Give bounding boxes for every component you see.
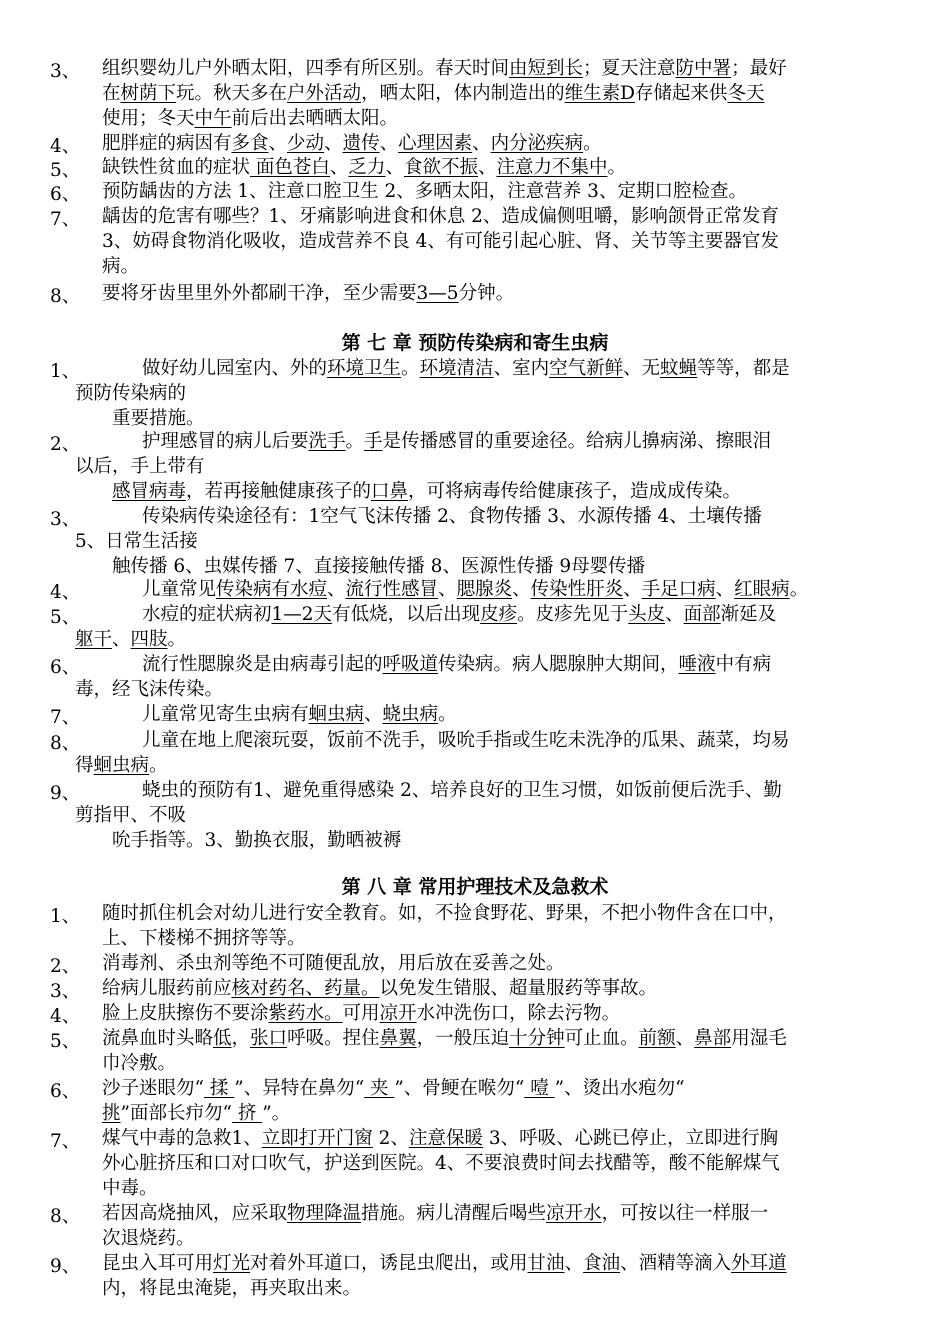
underlined-answer: 洗手 <box>308 431 346 452</box>
underlined-answer: 蛔虫病 <box>93 755 150 776</box>
text-segment: 。 <box>149 755 168 776</box>
text-line <box>102 282 514 306</box>
text-segment: 是传播感冒的重要途径。给病儿擤病涕、擦眼泪 <box>382 431 772 452</box>
text-segment: 。 <box>167 629 187 650</box>
text-segment: ”面部长疖勿“ <box>120 1103 232 1124</box>
underlined-answer: 噎 <box>524 1078 555 1099</box>
item-number: 5、 <box>50 1031 81 1052</box>
text-segment: 对着外耳道口，诱昆虫爬出，或用 <box>250 1253 528 1274</box>
text-segment: 在 <box>102 83 121 104</box>
text-segment: 儿童常见 <box>142 579 217 600</box>
text-segment: 渐延及 <box>720 604 777 625</box>
underlined-answer: 冬天 <box>727 83 765 104</box>
item-number: 8、 <box>50 733 81 754</box>
text-segment: ”。 <box>262 1103 291 1124</box>
text-segment: 、 <box>564 1253 584 1274</box>
item-number: 3、 <box>50 981 81 1002</box>
underlined-answer: 注意保暖 <box>408 1128 483 1149</box>
text-segment: 蛲虫的预防有1、避免重得感染 2、培养良好的卫生习惯，如饭前便后洗手、勤 <box>142 780 782 801</box>
text-segment: ，可按以往一样服一 <box>601 1203 769 1224</box>
underlined-answer: 面部 <box>683 604 721 625</box>
text-segment: 、 <box>379 133 399 154</box>
underlined-answer: 凉开 <box>379 1003 417 1024</box>
text-segment: 5、日常生活接 <box>75 531 198 552</box>
text-line <box>102 1177 158 1201</box>
text-segment: 。 <box>607 157 627 178</box>
text-line <box>102 1102 290 1126</box>
text-segment: 若因高烧抽风，应采取 <box>102 1203 288 1224</box>
text-segment: 、 <box>329 157 349 178</box>
item-number: 6、 <box>50 1081 81 1102</box>
text-segment: 。 <box>438 704 457 725</box>
item-number: 1、 <box>50 361 81 382</box>
text-segment: 重要措施。 <box>112 408 205 429</box>
text-line <box>112 480 741 504</box>
text-line <box>102 952 565 976</box>
underlined-answer: 挑 <box>102 1103 121 1124</box>
text-line <box>142 603 776 627</box>
text-segment: ，晒太阳，体内制造出的 <box>361 83 565 104</box>
text-line <box>102 205 779 229</box>
item-number: 1、 <box>50 906 81 927</box>
underlined-answer: 物理降温 <box>287 1203 362 1224</box>
text-segment: 、室内 <box>493 358 550 379</box>
text-segment: 触传播 6、虫媒传播 7、直接接触传播 8、医源性传播 9母婴传播 <box>112 556 646 577</box>
item-number: 3、 <box>50 509 81 530</box>
text-segment: 前后出去晒晒太阳。 <box>231 108 399 129</box>
underlined-answer: 遗传 <box>342 133 380 154</box>
chapter-heading: 第 八 章 常用护理技术及急救术 <box>341 876 609 898</box>
underlined-answer: 低 <box>213 1028 232 1049</box>
text-segment: ；夏天注意 <box>583 58 676 79</box>
text-segment: 流鼻血时头略 <box>102 1028 214 1049</box>
text-segment: 、 <box>623 579 642 600</box>
text-segment: 以免发生错服、超量服药等事故。 <box>379 978 658 999</box>
text-segment: ，一般压迫 <box>416 1028 510 1049</box>
underlined-answer: 鼻部 <box>694 1028 732 1049</box>
text-line <box>102 1277 361 1301</box>
text-segment: ， <box>231 1028 251 1049</box>
text-segment: 中有病 <box>715 654 772 675</box>
text-segment: 。皮疹先见于 <box>517 604 629 625</box>
text-segment: 措施。病儿清醒后喝些 <box>361 1203 547 1224</box>
item-number: 2、 <box>50 956 81 977</box>
item-number: 5、 <box>50 160 81 181</box>
text-segment: 。 <box>789 579 809 600</box>
underlined-answer: 蛔虫病 <box>308 704 365 725</box>
underlined-answer: 甘油 <box>527 1253 565 1274</box>
underlined-answer: 流行性感冒 <box>345 579 439 600</box>
text-segment: ”、异特在鼻勿“ <box>234 1078 365 1099</box>
text-line <box>142 729 790 753</box>
text-line <box>102 156 626 180</box>
underlined-answer: 空气新鲜 <box>549 358 624 379</box>
text-line <box>102 1202 768 1226</box>
underlined-answer: 揉 <box>203 1078 235 1099</box>
underlined-answer: 蛲虫病 <box>382 704 439 725</box>
text-segment: 水痘的症状病初 <box>142 604 272 625</box>
underlined-answer: 面色苍白 <box>250 157 330 178</box>
text-segment: 得 <box>75 755 94 776</box>
text-line <box>102 1077 685 1101</box>
underlined-answer: 树荫下 <box>120 83 177 104</box>
item-number: 3、 <box>50 61 81 82</box>
text-segment: 、 <box>665 604 684 625</box>
text-segment: 传染病。病人腮腺肿大期间， <box>438 654 679 675</box>
underlined-answer: 防中署 <box>675 58 732 79</box>
text-segment: 流行性腮腺炎是由病毒引起的 <box>142 654 383 675</box>
text-line <box>102 1152 780 1176</box>
text-line <box>75 754 168 778</box>
item-number: 9、 <box>50 783 81 804</box>
underlined-answer: 感冒病毒 <box>112 481 187 502</box>
text-segment: 预防传染病的 <box>75 383 187 404</box>
text-line <box>102 132 602 156</box>
text-segment: 3、呼吸、心跳已停止，立即进行胸 <box>482 1128 779 1149</box>
text-segment: 护理感冒的病儿后要 <box>142 431 309 452</box>
text-segment: 、 <box>675 1028 695 1049</box>
text-line <box>102 82 764 106</box>
text-segment: 毒，经飞沫传染。 <box>75 679 224 700</box>
text-segment: 中毒。 <box>102 1178 158 1199</box>
underlined-answer: 环境清洁 <box>419 358 494 379</box>
underlined-answer: 由短到长 <box>509 58 584 79</box>
text-segment: 、 <box>715 579 735 600</box>
text-line <box>75 678 223 702</box>
text-segment: 用湿毛 <box>731 1028 787 1049</box>
underlined-answer: 鼻翼 <box>379 1028 417 1049</box>
text-segment: 分钟。 <box>458 283 515 304</box>
underlined-answer: 紫药水。 <box>268 1003 343 1024</box>
text-segment: 可用 <box>342 1003 380 1024</box>
text-line <box>102 255 139 279</box>
text-line <box>102 927 306 951</box>
text-segment: ，若再接触健康孩子的 <box>186 481 372 502</box>
text-line <box>112 555 645 579</box>
underlined-answer: 立即打开门窗 <box>261 1128 373 1149</box>
text-segment: 、 <box>112 629 131 650</box>
text-segment: 巾冷敷。 <box>102 1053 177 1074</box>
underlined-answer: 头皮 <box>628 604 666 625</box>
text-line <box>102 1252 787 1276</box>
item-number: 7、 <box>50 707 81 728</box>
underlined-answer: 内分泌疾病 <box>490 133 584 154</box>
text-segment: 儿童常见寄生虫病有 <box>142 704 309 725</box>
underlined-answer: 中午 <box>194 108 232 129</box>
underlined-answer: 凉开水 <box>546 1203 602 1224</box>
text-segment: 。 <box>401 358 420 379</box>
text-line <box>102 1052 176 1076</box>
text-line <box>102 977 657 1001</box>
text-segment: 。 <box>345 431 365 452</box>
item-number: 4、 <box>50 136 81 157</box>
text-line <box>102 57 787 81</box>
text-segment: 吮手指等。3、勤换衣服，勤晒被褥 <box>112 830 402 851</box>
underlined-answer: 红眼病 <box>734 579 790 600</box>
text-segment: 传染病传染途径有：1空气飞沫传播 2、食物传播 3、水源传播 4、土壤传播 <box>142 506 762 527</box>
text-line <box>102 902 787 926</box>
underlined-answer: 食欲不振 <box>403 157 478 178</box>
item-number: 6、 <box>50 184 81 205</box>
text-segment: 3、妨碍食物消化吸收，造成营养不良 4、有可能引起心脏、肾、关节等主要器官发 <box>102 231 779 252</box>
text-segment: 儿童在地上爬滚玩耍，饭前不洗手，吸吮手指或生吃未洗净的瓜果、蔬菜，均易 <box>142 730 790 751</box>
item-number: 6、 <box>50 657 81 678</box>
text-segment: 脸上皮肤擦伤不要涂 <box>102 1003 269 1024</box>
underlined-answer: 传染性肝炎 <box>530 579 624 600</box>
text-segment: 要将牙齿里里外外都刷干净，至少需要 <box>102 283 417 304</box>
text-segment: 上、下楼梯不拥挤等等。 <box>102 928 306 949</box>
text-segment: 、 <box>327 579 346 600</box>
underlined-answer: 张口 <box>250 1028 288 1049</box>
text-segment: ，可将病毒传给健康孩子，造成成传染。 <box>408 481 742 502</box>
text-segment: 次退烧药。 <box>102 1228 195 1249</box>
item-number: 8、 <box>50 286 81 307</box>
text-segment: 消毒剂、杀虫剂等绝不可随便乱放，用后放在妥善之处。 <box>102 953 565 974</box>
text-segment: 做好幼儿园室内、外的 <box>142 358 328 379</box>
text-segment: 使用；冬天 <box>102 108 195 129</box>
text-segment: 以后，手上带有 <box>75 456 205 477</box>
text-segment: ；最好 <box>731 58 787 79</box>
text-line <box>102 107 398 131</box>
item-number: 7、 <box>50 209 81 230</box>
underlined-answer: 核对药名、药量。 <box>231 978 380 999</box>
text-line <box>142 703 457 727</box>
underlined-answer: 1—2天 <box>271 604 333 625</box>
underlined-answer: 前额 <box>638 1028 676 1049</box>
text-line <box>112 407 205 431</box>
underlined-answer: 外耳道 <box>731 1253 787 1274</box>
underlined-answer: 呼吸道 <box>382 654 439 675</box>
text-line <box>142 505 762 529</box>
underlined-answer: 心理因素 <box>398 133 473 154</box>
text-segment: ”、烫出水疱勿“ <box>554 1078 685 1099</box>
text-segment: 随时抓住机会对幼儿进行安全教育。如，不捡食野花、野果，不把小物件含在口中， <box>102 903 787 924</box>
text-segment: 剪指甲、不吸 <box>75 805 187 826</box>
text-segment: 、 <box>385 157 404 178</box>
text-line <box>75 455 205 479</box>
text-segment: 、 <box>268 133 288 154</box>
text-segment: 玩。秋天多在 <box>176 83 288 104</box>
text-segment: 呼吸。捏住 <box>287 1028 380 1049</box>
text-line <box>142 653 771 677</box>
underlined-answer: 十分钟 <box>509 1028 565 1049</box>
text-segment: 病。 <box>102 256 140 277</box>
text-segment: 煤气中毒的急救1、 <box>102 1128 262 1149</box>
underlined-answer: 挤 <box>231 1103 263 1124</box>
chapter-heading: 第 七 章 预防传染病和寄生虫病 <box>341 332 609 354</box>
text-segment: 等等，都是 <box>697 358 790 379</box>
text-segment: 。 <box>583 133 602 154</box>
text-line <box>75 804 186 828</box>
underlined-answer: 环境卫生 <box>327 358 402 379</box>
text-segment: 、无 <box>623 358 661 379</box>
underlined-answer: 乏力 <box>348 157 386 178</box>
text-segment: 昆虫入耳可用 <box>102 1253 214 1274</box>
underlined-answer: 躯干 <box>75 629 113 650</box>
underlined-answer: 食油 <box>583 1253 621 1274</box>
underlined-answer: 四肢 <box>130 629 168 650</box>
text-line <box>102 1127 778 1151</box>
text-line <box>142 779 782 803</box>
underlined-answer: 口鼻 <box>371 481 409 502</box>
underlined-answer: 少动 <box>287 133 325 154</box>
text-segment: 外心脏挤压和口对口吹气，护送到医院。4、不要浪费时间去找醋等，酸不能解煤气 <box>102 1153 780 1174</box>
text-segment: 存储起来供 <box>634 83 728 104</box>
text-segment: ”、骨鲠在喉勿“ <box>394 1078 525 1099</box>
text-segment: 龋齿的危害有哪些？1、牙痛影响进食和休息 2、造成偏侧咀嚼，影响颌骨正常发育 <box>102 206 779 227</box>
item-number: 7、 <box>50 1131 81 1152</box>
text-line <box>102 1027 787 1051</box>
item-number: 8、 <box>50 1206 81 1227</box>
text-segment: 缺铁性贫血的症状 <box>102 157 251 178</box>
text-line <box>102 1002 620 1026</box>
text-segment: 、酒精等滴入 <box>620 1253 732 1274</box>
underlined-answer: 手足口病 <box>641 579 716 600</box>
text-segment: 给病儿服药前应 <box>102 978 232 999</box>
underlined-answer: 皮疹 <box>480 604 518 625</box>
text-segment: 组织婴幼儿户外晒太阳，四季有所区别。春天时间 <box>102 58 510 79</box>
text-line <box>142 578 808 602</box>
text-line <box>142 430 771 454</box>
item-number: 2、 <box>50 434 81 455</box>
text-segment: 有低烧，以后出现 <box>332 604 481 625</box>
text-line <box>75 628 186 652</box>
underlined-answer: 腮腺炎 <box>456 579 513 600</box>
text-segment: 肥胖症的病因有 <box>102 133 232 154</box>
text-segment: 、 <box>364 704 383 725</box>
text-line <box>102 1227 195 1251</box>
text-segment: 水冲洗伤口，除去污物。 <box>416 1003 621 1024</box>
text-segment: 内，将昆虫淹毙，再夹取出来。 <box>102 1278 362 1299</box>
item-number: 5、 <box>50 607 81 628</box>
underlined-answer: 唾液 <box>678 654 716 675</box>
text-segment: 沙子迷眼勿“ <box>102 1078 204 1099</box>
item-number: 4、 <box>50 1006 81 1027</box>
text-segment: 、 <box>512 579 531 600</box>
text-segment: 、 <box>324 133 343 154</box>
text-segment: 、 <box>472 133 491 154</box>
underlined-answer: 手 <box>364 431 383 452</box>
item-number: 9、 <box>50 1256 81 1277</box>
text-line <box>75 382 186 406</box>
underlined-answer: 蚊蝇 <box>660 358 698 379</box>
text-segment: 、 <box>438 579 457 600</box>
text-segment: 、 <box>477 157 497 178</box>
underlined-answer: 传染病有水痘 <box>216 579 328 600</box>
underlined-answer: 注意力不集中 <box>496 157 608 178</box>
text-segment: 预防龋齿的方法 1、注意口腔卫生 2、多晒太阳，注意营养 3、定期口腔检查。 <box>102 181 747 202</box>
underlined-answer: 夹 <box>364 1078 395 1099</box>
item-number: 4、 <box>50 582 81 603</box>
underlined-answer: 多食 <box>231 133 269 154</box>
text-segment: 可止血。 <box>564 1028 639 1049</box>
underlined-answer: 户外活动 <box>287 83 362 104</box>
text-line <box>112 829 401 853</box>
text-line <box>102 230 779 254</box>
text-line <box>75 530 198 554</box>
underlined-answer: 灯光 <box>213 1253 251 1274</box>
text-line <box>142 357 790 381</box>
underlined-answer: 维生素D <box>564 83 635 104</box>
text-line <box>102 180 747 204</box>
text-segment: 2、 <box>372 1128 409 1149</box>
underlined-answer: 3—5 <box>416 283 459 304</box>
